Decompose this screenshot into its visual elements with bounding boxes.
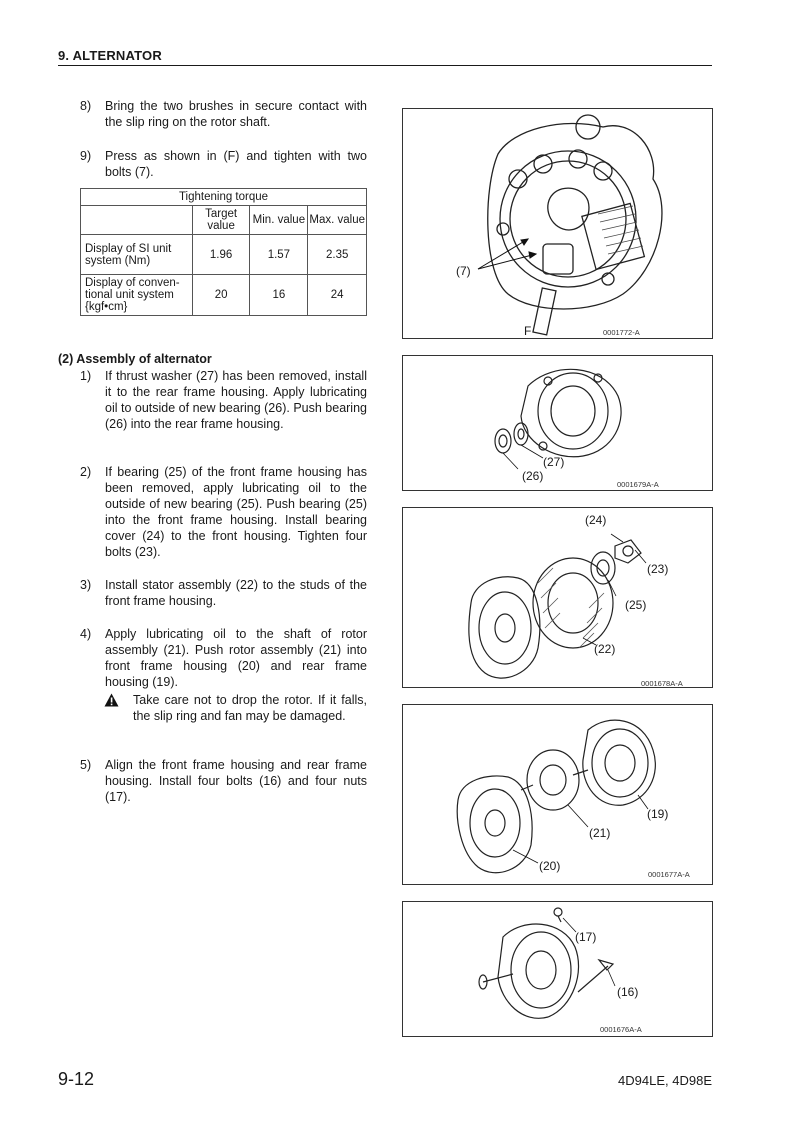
figure-code: 0001677A-A — [648, 870, 690, 879]
section-header: 9. ALTERNATOR — [58, 48, 162, 63]
table-title: Tightening torque — [81, 189, 367, 206]
col-header-max: Max. value — [308, 206, 367, 235]
col-header-min: Min. value — [250, 206, 308, 235]
step-text: If thrust washer (27) has been removed, install it to the rear frame housing. Apply lubricating oil to outside of new bearing (26). Push bearing (26) into the rear frame housing. — [105, 369, 367, 431]
table-row — [81, 235, 367, 275]
figure-code: 0001679A-A — [617, 480, 659, 489]
figure-code: 0001676A-A — [600, 1025, 642, 1034]
table-corner — [81, 206, 193, 235]
step-text: Install stator assembly (22) to the studs of the front frame housing. — [105, 578, 367, 608]
callout-27: (27) — [543, 455, 565, 469]
step-number: 5) — [80, 758, 92, 772]
callout-25: (25) — [625, 598, 647, 612]
callout-23: (23) — [647, 562, 669, 576]
step-number: 8) — [80, 99, 92, 113]
front-housing-illustration — [403, 508, 714, 689]
callout-17: (17) — [575, 930, 597, 944]
step-text: Bring the two brushes in secure contact with the slip ring on the rotor shaft. — [105, 99, 367, 129]
caution-note — [104, 692, 367, 724]
row-label: Display of conven- tional unit system {kgf•cm} — [81, 275, 193, 316]
figure-alternator-rear-press — [402, 108, 713, 339]
section-title: (2) Assembly of alternator — [58, 352, 212, 366]
col-header-target: Target value — [192, 206, 250, 235]
callout-7: (7) — [456, 264, 471, 278]
callout-22: (22) — [594, 642, 616, 656]
caution-text: Take care not to drop the rotor. If it falls, the slip ring and fan may be damaged. — [133, 693, 367, 723]
alternator-rear-illustration — [403, 109, 714, 340]
step-text: If bearing (25) of the front frame housing has been removed, apply lubricating oil to the outside of new bearing (25). Push bearing (25) into the front frame housing. Install bearing cover (24) to the front housing. Tighten four bolts (23). — [105, 465, 367, 559]
callout-21: (21) — [589, 826, 611, 840]
step-8 — [80, 98, 367, 130]
step-9 — [80, 148, 367, 180]
callout-24: (24) — [585, 513, 607, 527]
step-text: Press as shown in (F) and tighten with two bolts (7). — [105, 149, 367, 179]
callout-20: (20) — [539, 859, 561, 873]
assembled-alternator-illustration — [403, 902, 714, 1038]
header-divider — [58, 65, 712, 66]
figure-rotor-assembly — [402, 704, 713, 885]
cell-max: 24 — [308, 275, 367, 316]
callout-16: (16) — [617, 985, 639, 999]
assembly-step-3 — [80, 577, 367, 609]
step-number: 4) — [80, 627, 92, 641]
figure-rear-bearing — [402, 355, 713, 491]
assembly-step-2 — [80, 464, 367, 560]
cell-min: 1.57 — [250, 235, 308, 275]
rear-housing-illustration — [403, 356, 714, 492]
cell-max: 2.35 — [308, 235, 367, 275]
cell-target: 20 — [192, 275, 250, 316]
figure-bolts-nuts — [402, 901, 713, 1037]
model-name: 4D94LE, 4D98E — [618, 1073, 712, 1088]
step-number: 1) — [80, 369, 92, 383]
page-number: 9-12 — [58, 1069, 95, 1089]
warning-icon — [104, 693, 119, 707]
cell-min: 16 — [250, 275, 308, 316]
step-text: Apply lubricating oil to the shaft of rotor assembly (21). Push rotor assembly (21) into front frame housing (20) and rear frame housing (19). — [105, 627, 367, 689]
step-text: Align the front frame housing and rear frame housing. Install four bolts (16) and four nuts (17). — [105, 758, 367, 804]
assembly-step-1 — [80, 368, 367, 432]
torque-table — [80, 188, 367, 316]
callout-26: (26) — [522, 469, 544, 483]
step-number: 9) — [80, 149, 92, 163]
figure-front-housing-stator — [402, 507, 713, 688]
figure-code: 0001772-A — [603, 328, 640, 337]
assembly-step-4 — [80, 626, 367, 690]
step-number: 3) — [80, 578, 92, 592]
figure-code: 0001678A-A — [641, 679, 683, 688]
step-number: 2) — [80, 465, 92, 479]
callout-19: (19) — [647, 807, 669, 821]
row-label: Display of SI unit system (Nm) — [81, 235, 193, 275]
callout-f: F — [524, 324, 532, 338]
cell-target: 1.96 — [192, 235, 250, 275]
table-row — [81, 275, 367, 316]
assembly-step-5 — [80, 757, 367, 805]
